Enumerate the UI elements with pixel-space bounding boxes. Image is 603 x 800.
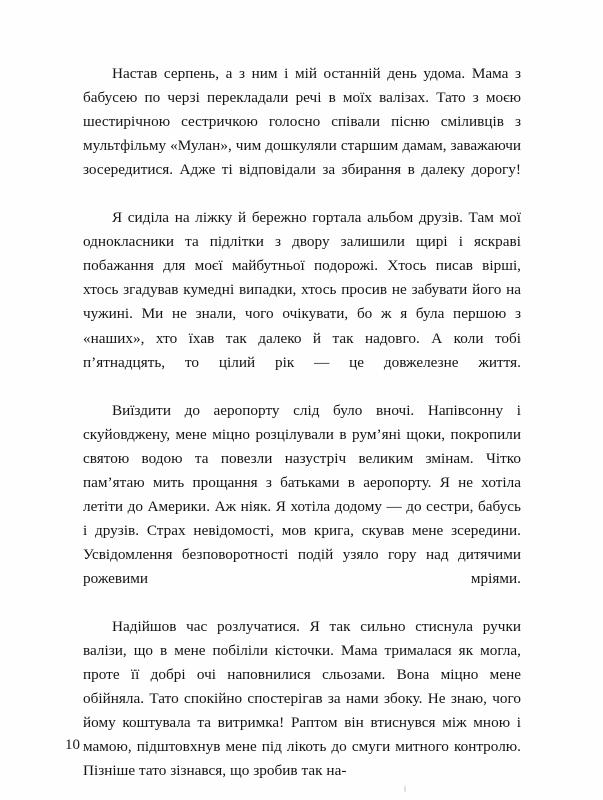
- page-text-block: [83, 62, 521, 783]
- paragraph-1: Настав серпень, а з ним і мій останній день удома. Мама з бабусею по черзі перекладали речі в моїх валізах. Тато з моєю шестирічною сестричкою голосно співали пісню сміливців з мультфільму «Мулан», чим дошкуляли старшим дамам, заважаючи зосередитися. Адже ті відповідали за збирання в далеку дорогу!: [83, 65, 521, 179]
- paragraph-2: Я сиділа на ліжку й бережно гортала альбом друзів. Там мої однокласники та підлітки з двору залишили щирі і яскраві побажання для моєї майбутньої подорожі. Хтось писав вірші, хтось згадував кумедні випадки, хтось просив не забувати його на чужині. Ми не знали, чого очікувати, бо ж я була першою з «наших», хто їхав так далеко й так надовго. А коли тобі п’ятнадцять, то цілий рік — це довжелезне життя.: [83, 209, 521, 371]
- page-number: 10: [65, 737, 80, 753]
- paragraph-3: Виїздити до аеропорту слід було вночі. Напівсонну і скуйовджену, мене міцно розцілували в рум’яні щоки, покропили святою водою та повезли назустріч великим змінам. Чітко пам’ятаю мить прощання з батьками в аеропорту. Я не хотіла летіти до Америки. Аж ніяк. Я хотіла додому — до сестри, бабусь і друзів. Страх невідомості, мов крига, скував мене зсередини. Усвідомлення безповоротності подій узяло гору над дитячими рожевими мріями.: [83, 401, 521, 587]
- paragraph-4: Надійшов час розлучатися. Я так сильно стиснула ручки валізи, що в мене побіліли кісточки. Мама трималася як могла, проте її добрі очі наповнилися сльозами. Вона міцно мене обійняла. Тато спокійно спостерігав за нами збоку. Не знаю, чого йому коштувала та витримка! Раптом він втиснувся між мною і мамою, підштовхнув мене під лікоть до смуги митного контролю. Пізніше тато зізнався, що зробив так на-: [83, 618, 521, 780]
- scan-artifact-speck: [404, 786, 406, 792]
